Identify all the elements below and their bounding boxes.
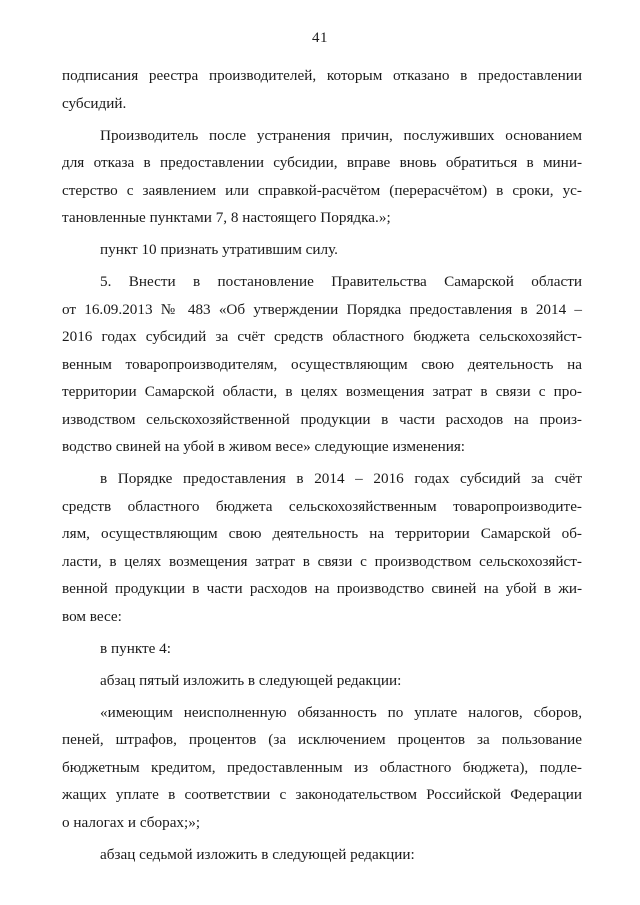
document-body bbox=[62, 62, 582, 873]
text-line: пеней, штрафов, процентов (за исключением процентов за пользование bbox=[62, 731, 582, 748]
text-line: 5. Внести в постановление Правительства Самарской области bbox=[100, 273, 582, 290]
text-line: средств областного бюджета сельскохозяйственным товаропроизводите- bbox=[62, 497, 582, 515]
text-line: «имеющим неисполненную обязанность по уплате налогов, сборов, bbox=[100, 703, 582, 721]
text-line: водство свиней на убой в живом весе» следующие изменения: bbox=[62, 438, 466, 455]
text-line: субсидий. bbox=[62, 94, 127, 112]
paragraph bbox=[62, 465, 582, 630]
text-line: вом весе: bbox=[62, 607, 122, 625]
text-line: 2016 годах субсидий за счёт средств областного бюджета сельскохозяйст- bbox=[62, 328, 582, 345]
text-line: бюджетным кредитом, предоставленным из областного бюджета), подле- bbox=[62, 758, 582, 776]
text-line: в пункте 4: bbox=[100, 639, 171, 657]
text-line: тановленные пунктами 7, 8 настоящего Порядка.»; bbox=[62, 209, 391, 226]
text-line: изводством сельскохозяйственной продукции в части расходов на произ- bbox=[62, 410, 582, 428]
text-line: Производитель после устранения причин, послуживших основанием bbox=[100, 126, 582, 144]
text-line: о налогах и сборах;»; bbox=[62, 813, 201, 831]
text-line: для отказа в предоставлении субсидии, вправе вновь обратиться в мини- bbox=[62, 154, 582, 171]
text-line: лям, осуществляющим свою деятельность на территории Самарской об- bbox=[62, 525, 582, 542]
paragraph bbox=[62, 268, 582, 461]
paragraph bbox=[62, 699, 582, 837]
paragraph bbox=[62, 667, 582, 695]
text-line: абзац пятый изложить в следующей редакции: bbox=[100, 671, 402, 689]
paragraph bbox=[62, 841, 582, 869]
text-line: абзац седьмой изложить в следующей редакции: bbox=[100, 845, 415, 863]
paragraph-gap bbox=[62, 868, 582, 873]
text-line: подписания реестра производителей, которым отказано в предоставлении bbox=[62, 67, 582, 84]
text-line: пункт 10 признать утратившим силу. bbox=[100, 241, 338, 258]
paragraph bbox=[62, 236, 582, 264]
text-line: венным товаропроизводителям, осуществляющим свою деятельность на bbox=[62, 355, 582, 373]
text-line: территории Самарской области, в целях возмещения затрат в связи с про- bbox=[62, 383, 582, 400]
text-line: ласти, в целях возмещения затрат в связи с производством сельскохозяйст- bbox=[62, 552, 582, 570]
page-number: 41 bbox=[312, 30, 328, 46]
paragraph bbox=[62, 635, 582, 663]
paragraph bbox=[62, 122, 582, 232]
text-line: венной продукции в части расходов на производство свиней на убой в жи- bbox=[62, 580, 582, 597]
text-line: жащих уплате в соответствии с законодательством Российской Федерации bbox=[62, 786, 582, 803]
text-line: от 16.09.2013 № 483 «Об утверждении Порядка предоставления в 2014 – bbox=[62, 300, 582, 318]
text-line: в Порядке предоставления в 2014 – 2016 годах субсидий за счёт bbox=[100, 470, 582, 487]
paragraph bbox=[62, 62, 582, 117]
text-line: стерство с заявлением или справкой-расчётом (перерасчётом) в сроки, ус- bbox=[62, 181, 582, 199]
